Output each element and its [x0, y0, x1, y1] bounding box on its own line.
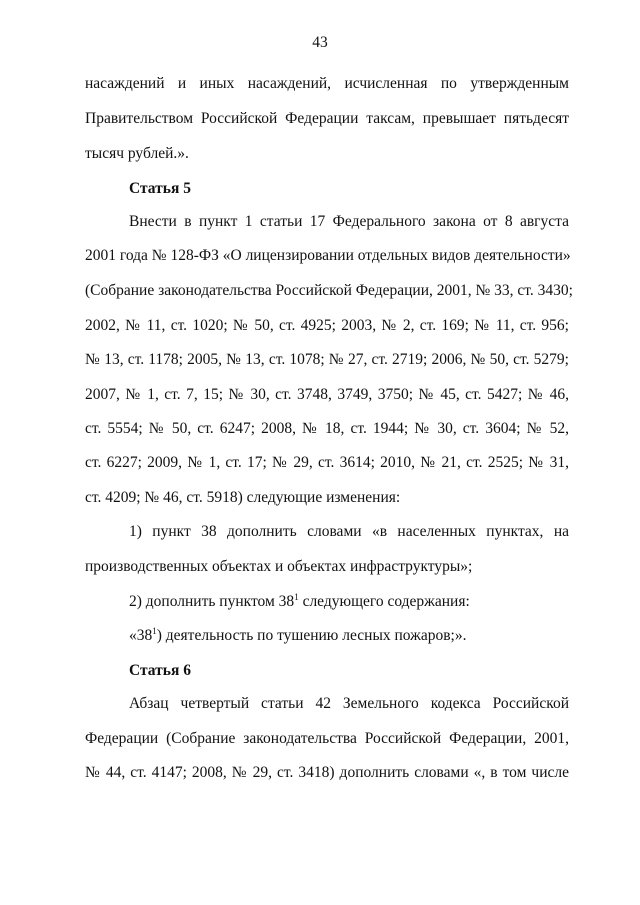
article-5-heading: Статья 5	[129, 180, 191, 197]
text-line: ст. 5554; № 50, ст. 6247; 2008, № 18, ст. 1944; № 30, ст. 3604; № 52,	[85, 420, 569, 437]
text-line: насаждений и иных насаждений, исчисленная по утвержденным	[85, 75, 569, 92]
text-line: производственных объектах и объектах инфраструктуры»;	[85, 558, 473, 575]
text-line: (Собрание законодательства Российской Федерации, 2001, № 33, ст. 3430;	[85, 282, 573, 299]
text-line: 2001 года № 128-ФЗ «О лицензировании отдельных видов деятельности»	[85, 247, 571, 264]
page-number: 43	[312, 34, 328, 51]
text-line: Правительством Российской Федерации таксам, превышает пятьдесят	[85, 110, 569, 127]
text-line: «$38^1$) деятельность по тушению лесных пожаров;».	[129, 626, 467, 644]
text-line: № 13, ст. 1178; 2005, № 13, ст. 1078; № 27, ст. 2719; 2006, № 50, ст. 5279;	[85, 351, 569, 368]
text-line: 2007, № 1, ст. 7, 15; № 30, ст. 3748, 3749, 3750; № 45, ст. 5427; № 46,	[85, 386, 569, 403]
article-6-heading: Статья 6	[129, 662, 191, 679]
text-line: Внести в пункт 1 статьи 17 Федерального закона от 8 августа	[129, 213, 569, 230]
text-line: ст. 4209; № 46, ст. 5918) следующие изменения:	[85, 489, 401, 506]
text-line: тысяч рублей.».	[85, 145, 189, 162]
text-line: Абзац четвертый статьи 42 Земельного кодекса Российской	[129, 695, 569, 712]
text-line: 2) дополнить пунктом $38^1$ следующего содержания:	[129, 592, 470, 610]
text-line: Федерации (Собрание законодательства Российской Федерации, 2001,	[85, 730, 569, 747]
text-line: ст. 6227; 2009, № 1, ст. 17; № 29, ст. 3614; 2010, № 21, ст. 2525; № 31,	[85, 454, 569, 471]
text-line: № 44, ст. 4147; 2008, № 29, ст. 3418) дополнить словами «, в том числе	[85, 764, 569, 781]
text-line: 2002, № 11, ст. 1020; № 50, ст. 4925; 2003, № 2, ст. 169; № 11, ст. 956;	[85, 317, 569, 334]
text-line: 1) пункт 38 дополнить словами «в населенных пунктах, на	[129, 523, 569, 540]
